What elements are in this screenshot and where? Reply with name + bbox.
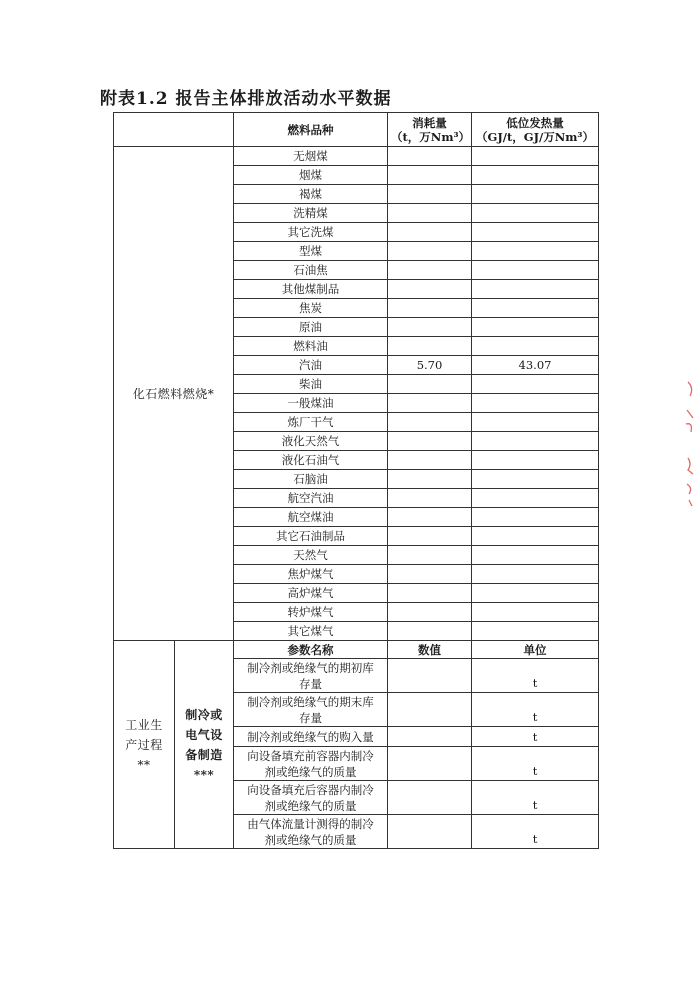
fuel-name: 航空汽油 bbox=[234, 489, 388, 508]
fuel-heat-value bbox=[472, 394, 599, 413]
fuel-name: 航空煤油 bbox=[234, 508, 388, 527]
param-name-line: 由气体流量计测得的制冷 bbox=[247, 816, 374, 831]
fuel-consumption bbox=[388, 223, 472, 242]
fuel-heat-value: 43.07 bbox=[472, 356, 599, 375]
fuel-name: 炼厂干气 bbox=[234, 413, 388, 432]
fuel-consumption bbox=[388, 451, 472, 470]
param-unit: t bbox=[472, 747, 599, 781]
param-name-line: 制冷剂或绝缘气的购入量 bbox=[247, 729, 374, 744]
fuel-heat-value bbox=[472, 223, 599, 242]
fuel-consumption bbox=[388, 603, 472, 622]
fuel-heat-value bbox=[472, 451, 599, 470]
fuel-heat-value bbox=[472, 280, 599, 299]
fuel-heat-value bbox=[472, 375, 599, 394]
param-name bbox=[234, 781, 388, 815]
industrial-subcategory-line: *** bbox=[193, 767, 215, 782]
fuel-consumption bbox=[388, 527, 472, 546]
param-value bbox=[388, 815, 472, 849]
fuel-consumption bbox=[388, 622, 472, 641]
param-name bbox=[234, 747, 388, 781]
param-name-line: 向设备填充前容器内制冷 bbox=[247, 748, 374, 763]
fuel-name: 其它石油制品 bbox=[234, 527, 388, 546]
param-unit: t bbox=[472, 659, 599, 693]
fuel-consumption bbox=[388, 280, 472, 299]
param-name-line: 制冷剂或绝缘气的期初库 bbox=[247, 660, 374, 675]
fuel-name: 焦炉煤气 bbox=[234, 565, 388, 584]
header-heat-unit: （GJ/t，GJ/万Nm³） bbox=[476, 129, 594, 144]
fuel-heat-value bbox=[472, 413, 599, 432]
table-row bbox=[114, 147, 599, 166]
fuel-consumption bbox=[388, 584, 472, 603]
header-param-unit: 单位 bbox=[472, 641, 599, 659]
fuel-consumption bbox=[388, 489, 472, 508]
fuel-consumption bbox=[388, 166, 472, 185]
fuel-consumption bbox=[388, 470, 472, 489]
fuel-consumption bbox=[388, 432, 472, 451]
fuel-name: 一般煤油 bbox=[234, 394, 388, 413]
industrial-subcategory-line: 备制造 bbox=[185, 747, 223, 762]
fuel-consumption bbox=[388, 375, 472, 394]
param-name-line: 剂或绝缘气的质量 bbox=[264, 832, 357, 847]
fuel-heat-value bbox=[472, 603, 599, 622]
header-consumption-unit: （t，万Nm³） bbox=[391, 129, 471, 144]
fuel-consumption bbox=[388, 204, 472, 223]
param-unit: t bbox=[472, 815, 599, 849]
param-name bbox=[234, 815, 388, 849]
industrial-category-line: 产过程 bbox=[125, 737, 163, 752]
industrial-category-line: 工业生 bbox=[125, 717, 163, 732]
fuel-consumption bbox=[388, 565, 472, 584]
fuel-heat-value bbox=[472, 432, 599, 451]
fuel-heat-value bbox=[472, 565, 599, 584]
header-consumption bbox=[388, 113, 472, 147]
param-value bbox=[388, 781, 472, 815]
fuel-consumption: 5.70 bbox=[388, 356, 472, 375]
fuel-name: 洗精煤 bbox=[234, 204, 388, 223]
fuel-consumption bbox=[388, 546, 472, 565]
param-unit: t bbox=[472, 727, 599, 747]
param-name-line: 制冷剂或绝缘气的期末库 bbox=[247, 694, 374, 709]
industrial-subcategory-line: 制冷或 bbox=[185, 707, 223, 722]
fuel-heat-value bbox=[472, 299, 599, 318]
fuel-name: 柴油 bbox=[234, 375, 388, 394]
fuel-consumption bbox=[388, 508, 472, 527]
param-name bbox=[234, 693, 388, 727]
fuel-name: 高炉煤气 bbox=[234, 584, 388, 603]
fuel-name: 液化石油气 bbox=[234, 451, 388, 470]
fuel-heat-value bbox=[472, 337, 599, 356]
param-name-line: 剂或绝缘气的质量 bbox=[264, 798, 357, 813]
fuel-heat-value bbox=[472, 318, 599, 337]
fuel-name: 褐煤 bbox=[234, 185, 388, 204]
header-param-value: 数值 bbox=[388, 641, 472, 659]
param-unit: t bbox=[472, 693, 599, 727]
fuel-name: 天然气 bbox=[234, 546, 388, 565]
param-name-line: 剂或绝缘气的质量 bbox=[264, 764, 357, 779]
fuel-heat-value bbox=[472, 166, 599, 185]
industrial-category-line: ** bbox=[137, 757, 151, 772]
fuel-heat-value bbox=[472, 242, 599, 261]
fuel-consumption bbox=[388, 394, 472, 413]
fuel-heat-value bbox=[472, 584, 599, 603]
industrial-subcategory-line: 电气设 bbox=[185, 727, 223, 742]
param-unit: t bbox=[472, 781, 599, 815]
header-param-name: 参数名称 bbox=[234, 641, 388, 659]
fuel-name: 燃料油 bbox=[234, 337, 388, 356]
page-title: 附表1.2 报告主体排放活动水平数据 bbox=[100, 89, 392, 109]
param-name-line: 存量 bbox=[299, 676, 322, 691]
fuel-name: 石脑油 bbox=[234, 470, 388, 489]
fuel-heat-value bbox=[472, 147, 599, 166]
fuel-heat-value bbox=[472, 508, 599, 527]
table-header-row bbox=[114, 113, 599, 147]
fuel-consumption bbox=[388, 261, 472, 280]
fuel-name: 其他煤制品 bbox=[234, 280, 388, 299]
param-value bbox=[388, 727, 472, 747]
fuel-consumption bbox=[388, 318, 472, 337]
fuel-consumption bbox=[388, 147, 472, 166]
fuel-consumption bbox=[388, 185, 472, 204]
fuel-consumption bbox=[388, 413, 472, 432]
industrial-category-cell bbox=[114, 641, 175, 849]
fuel-heat-value bbox=[472, 470, 599, 489]
fuel-name: 汽油 bbox=[234, 356, 388, 375]
fossil-category-cell: 化石燃料燃烧* bbox=[114, 147, 234, 641]
param-header-row bbox=[114, 641, 599, 659]
fuel-name: 烟煤 bbox=[234, 166, 388, 185]
param-value bbox=[388, 747, 472, 781]
fuel-heat-value bbox=[472, 489, 599, 508]
fuel-name: 原油 bbox=[234, 318, 388, 337]
fuel-heat-value bbox=[472, 622, 599, 641]
param-name-line: 向设备填充后容器内制冷 bbox=[247, 782, 374, 797]
fuel-consumption bbox=[388, 299, 472, 318]
activity-data-table bbox=[113, 112, 599, 849]
fuel-name: 其它煤气 bbox=[234, 622, 388, 641]
header-heat-label: 低位发热量 bbox=[506, 115, 564, 130]
fuel-name: 其它洗煤 bbox=[234, 223, 388, 242]
fuel-heat-value bbox=[472, 546, 599, 565]
fuel-heat-value bbox=[472, 204, 599, 223]
red-stamp-mark bbox=[684, 380, 696, 510]
fuel-name: 焦炭 bbox=[234, 299, 388, 318]
header-blank-cell bbox=[114, 113, 234, 147]
industrial-subcategory-cell bbox=[175, 641, 234, 849]
header-fuel: 燃料品种 bbox=[234, 113, 388, 147]
fuel-name: 转炉煤气 bbox=[234, 603, 388, 622]
param-value bbox=[388, 659, 472, 693]
fuel-consumption bbox=[388, 242, 472, 261]
fuel-heat-value bbox=[472, 185, 599, 204]
param-value bbox=[388, 693, 472, 727]
fuel-name: 石油焦 bbox=[234, 261, 388, 280]
param-name bbox=[234, 659, 388, 693]
param-name bbox=[234, 727, 388, 747]
fuel-consumption bbox=[388, 337, 472, 356]
fuel-heat-value bbox=[472, 261, 599, 280]
header-heat bbox=[472, 113, 599, 147]
fuel-name: 液化天然气 bbox=[234, 432, 388, 451]
param-name-line: 存量 bbox=[299, 710, 322, 725]
fuel-name: 型煤 bbox=[234, 242, 388, 261]
fuel-heat-value bbox=[472, 527, 599, 546]
fuel-name: 无烟煤 bbox=[234, 147, 388, 166]
header-consumption-label: 消耗量 bbox=[412, 115, 447, 130]
